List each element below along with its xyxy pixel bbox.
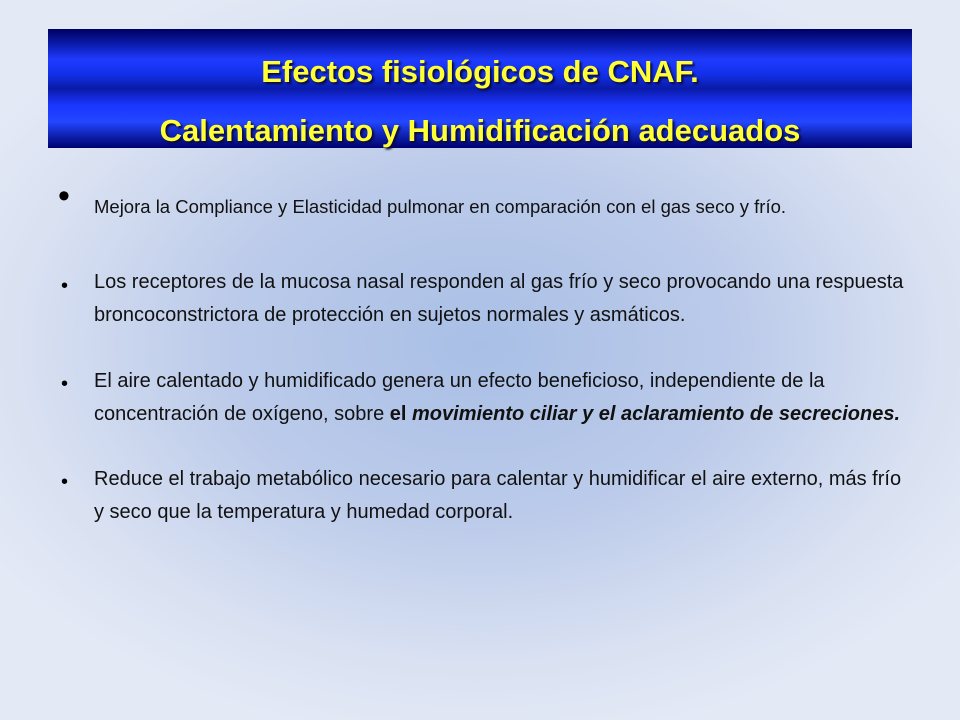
bullet-dot-icon: • [61, 373, 69, 395]
bullet-dot-icon: • [61, 471, 69, 493]
bullet-text-bold: el [389, 403, 413, 425]
bullet-text-bold-italic: movimiento ciliar y el aclaramiento de secreciones. [412, 403, 901, 425]
bullet-dot-icon: • [58, 177, 70, 215]
bullet-text: Mejora la Compliance y Elasticidad pulmonar en comparación con el gas seco y frío. [94, 196, 787, 217]
bullet-text [94, 365, 914, 431]
bullet-text: Los receptores de la mucosa nasal responden al gas frío y seco provocando una respuesta broncoconstrictora de protección en sujetos normales y asmáticos. [94, 271, 904, 326]
bullet-text-plain: El aire calentado y humidificado genera un efecto beneficioso, independiente de la concentración de oxígeno, sobre [94, 370, 825, 425]
bullet-text: Reduce el trabajo metabólico necesario para calentar y humidificar el aire externo, más frío y seco que la temperatura y humedad corporal. [94, 468, 902, 523]
slide-title-line-2: Calentamiento y Humidificación adecuados [159, 113, 801, 148]
slide-title-line-1: Efectos fisiológicos de CNAF. [261, 54, 699, 89]
bullet-dot-icon: • [61, 275, 69, 297]
